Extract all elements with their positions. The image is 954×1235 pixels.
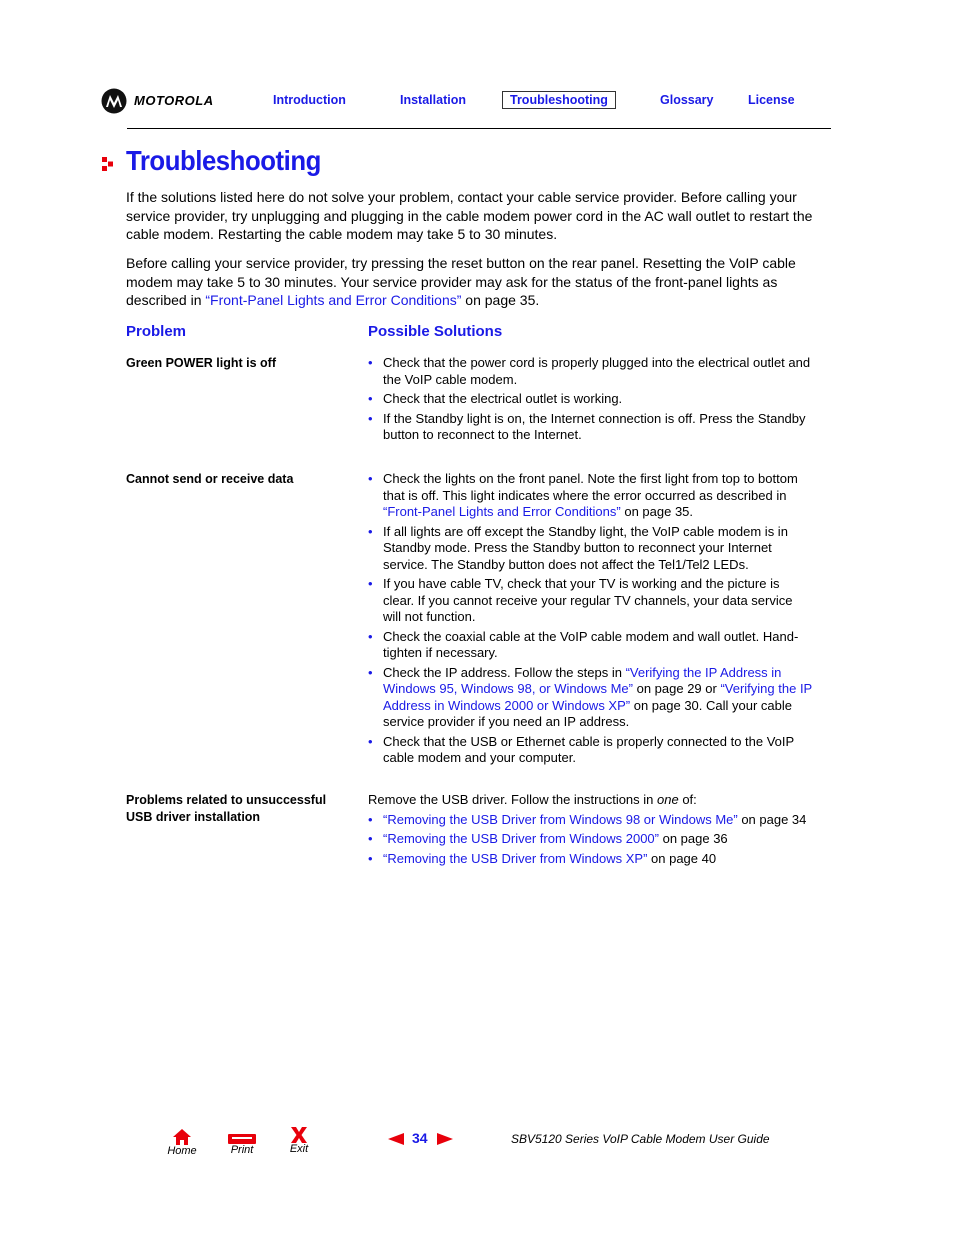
list-text: Check the IP address. Follow the steps in (383, 664, 626, 680)
page-number: 34 (412, 1130, 428, 1146)
list-text: on page 36 (658, 831, 728, 846)
solutions-header: Possible Solutions (368, 323, 503, 340)
page-title: Troubleshooting (126, 145, 321, 176)
close-icon (290, 1127, 308, 1143)
list-item (368, 812, 813, 829)
motorola-batwing-icon (101, 88, 127, 114)
list-item (368, 831, 813, 848)
list-item: • Check that the power cord is properly plugged into the electrical outlet and the VoIP cable modem. (368, 355, 813, 388)
verify-ip-win9x-link[interactable]: “Verifying the IP Address in Windows 95, Windows 98, or Windows Me” (383, 664, 782, 696)
list-item: • If all lights are off except the Standby light, the VoIP cable modem is in Standby mode. Press the Standby button to reconnect your Internet service. The Standby button does not affect the Tel1/Tel2 LEDs. (368, 524, 813, 574)
exit-button[interactable] (284, 1127, 314, 1161)
home-label: Home (167, 1145, 197, 1157)
prev-page-button[interactable] (388, 1132, 404, 1150)
problem-send-receive: Cannot send or receive data (126, 472, 294, 486)
list-text: on page 29 or (632, 681, 721, 696)
front-panel-link[interactable]: “Front-Panel Lights and Error Conditions” (383, 504, 621, 519)
remove-usb-win98-link[interactable]: “Removing the USB Driver from Windows 98 or Windows Me” (383, 811, 738, 827)
nav-installation[interactable]: Installation (400, 93, 466, 107)
intro-paragraph-2 (126, 254, 816, 310)
solutions-power-light (368, 355, 813, 447)
list-item: • Check that the USB or Ethernet cable is properly connected to the VoIP cable modem and your computer. (368, 734, 813, 767)
list-item (368, 851, 813, 868)
list-text: Check the lights on the front panel. Note the first light from top to bottom that is off. This light indicates where the error occurred as described in (383, 471, 798, 503)
lead-emphasis: one (657, 792, 679, 807)
list-text: on page 30. Call your cable service provider if you need an IP address. (383, 697, 792, 729)
list-item: • Check the coaxial cable at the VoIP cable modem and wall outlet. Hand-tighten if necessary. (368, 629, 813, 662)
arrow-right-icon (437, 1133, 453, 1145)
home-button[interactable] (165, 1129, 199, 1161)
remove-usb-winxp-link[interactable]: “Removing the USB Driver from Windows XP” (383, 850, 648, 866)
home-icon (173, 1129, 191, 1145)
solutions-usb-driver (368, 792, 813, 870)
problem-header: Problem (126, 323, 187, 340)
list-item: • If you have cable TV, check that your TV is working and the picture is clear. If you cannot receive your regular TV channels, your data service will not function. (368, 576, 813, 626)
exit-label: Exit (289, 1143, 309, 1155)
remove-usb-win2000-link[interactable]: “Removing the USB Driver from Windows 2000” (383, 831, 659, 846)
lead-text: Remove the USB driver. Follow the instructions in (368, 792, 658, 807)
problem-usb-driver: Problems related to unsuccessful USB driver installation (126, 793, 327, 824)
motorola-logo (101, 88, 127, 114)
usb-lead (368, 792, 813, 809)
printer-icon (228, 1132, 256, 1144)
lead-text: of: (678, 792, 697, 807)
list-item (368, 665, 813, 731)
problem-power-light: Green POWER light is off (126, 356, 277, 370)
arrow-left-icon (388, 1133, 404, 1145)
list-text: on page 34 (737, 811, 807, 827)
next-page-button[interactable] (437, 1132, 453, 1150)
list-item: • Check that the electrical outlet is working. (368, 391, 813, 408)
verify-ip-win2000-link[interactable]: “Verifying the IP Address in Windows 2000 or Windows XP” (383, 681, 812, 713)
front-panel-link[interactable]: “Front-Panel Lights and Error Conditions” (205, 292, 462, 308)
print-label: Print (230, 1144, 254, 1156)
header-divider (127, 128, 831, 129)
nav-introduction[interactable]: Introduction (273, 93, 346, 107)
solutions-send-receive (368, 471, 813, 770)
print-button[interactable] (226, 1132, 258, 1162)
list-item (368, 471, 813, 521)
intro-paragraph-1: If the solutions listed here do not solve your problem, contact your cable service provider. Before calling your service provider, try unplugging and plugging in the cable modem power cord in the AC wall outlet to restart the cable modem. Restarting the cable modem may take 5 to 30 minutes. (126, 189, 813, 242)
intro-text: Before calling your service provider, try pressing the reset button on the rear panel. Resetting the VoIP cable modem may take 5 to 30 minutes. Your service provider may ask for the status of the front-panel lights as described in (126, 255, 796, 308)
list-text: on page 35. (620, 504, 694, 519)
list-text: on page 40 (647, 850, 717, 866)
nav-glossary[interactable]: Glossary (660, 93, 714, 107)
guide-title: SBV5120 Series VoIP Cable Modem User Guide (511, 1132, 770, 1146)
section-marker-icon (102, 157, 114, 176)
nav-troubleshooting[interactable]: Troubleshooting (502, 91, 616, 109)
nav-license[interactable]: License (748, 93, 795, 107)
intro-text: on page 35. (461, 292, 540, 308)
brand-name: MOTOROLA (134, 93, 214, 108)
list-item: • If the Standby light is on, the Internet connection is off. Press the Standby button to reconnect to the Internet. (368, 411, 813, 444)
